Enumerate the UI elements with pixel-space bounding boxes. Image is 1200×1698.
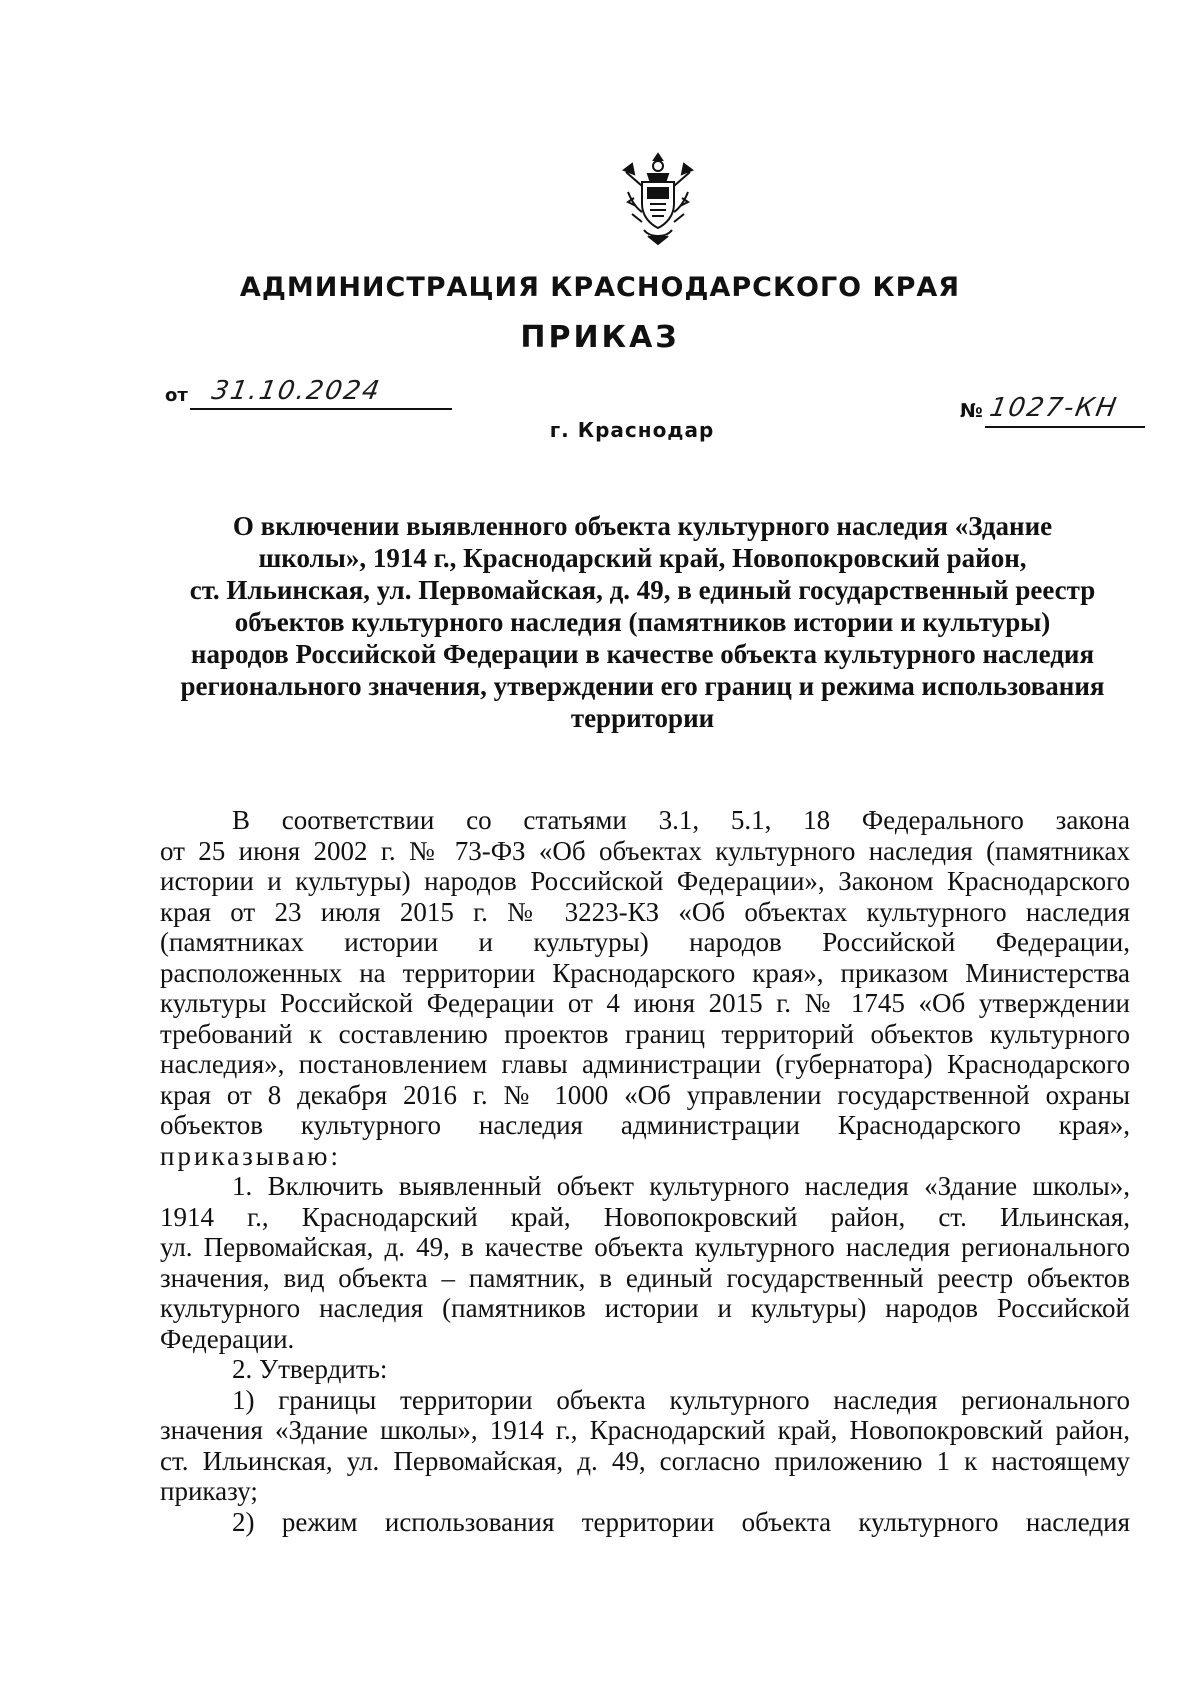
title-line: школы», 1914 г., Краснодарский край, Новопокровский район, [258,543,1027,573]
body-line: приказу; [160,1476,258,1506]
date-value: 31.10.2024 [209,376,384,406]
city: г. Краснодар [549,418,715,442]
title-line: ст. Ильинская, ул. Первомайская, д. 49, в единый государственный реестр [189,575,1096,605]
title-line: народов Российской Федерации в качестве объекта культурного наследия [190,639,1095,669]
body-line: края от 8 декабря 2016 г. № 1000 «Об управлении государственной охраны [160,1079,1130,1110]
body-line: края от 23 июля 2015 г. № 3223-КЗ «Об объектах культурного наследия [160,896,1130,927]
date-underline [190,408,452,410]
body-line: от 25 июня 2002 г. № 73-ФЗ «Об объектах культурного наследия (памятниках [160,835,1130,866]
body-line: 1) границы территории объекта культурного наследия регионального [232,1384,1130,1415]
body-line: 2. Утвердить: [232,1354,388,1384]
body-line: культурного наследия (памятников истории и культуры) народов Российской [160,1293,1130,1323]
body-line: ст. Ильинская, ул. Первомайская, д. 49, согласно приложению 1 к настоящему [160,1445,1130,1476]
body-line: 1. Включить выявленный объект культурного наследия «Здание школы», [232,1171,1130,1201]
krasnodar-coat-of-arms-icon [618,152,698,248]
body-line: значения, вид объекта – памятник, в единый государственный реестр объектов [160,1262,1130,1293]
body-line: ул. Первомайская, д. 49, в качестве объекта культурного наследия регионального [160,1232,1130,1262]
body-line: объектов культурного наследия администрации Краснодарского края», [160,1110,1130,1140]
body-line: приказываю: [160,1140,341,1171]
body-line: (памятниках истории и культуры) народов Российской Федерации, [160,927,1130,957]
date-label: от [165,385,188,406]
agency-name: АДМИНИСТРАЦИЯ КРАСНОДАРСКОГО КРАЯ [239,272,961,303]
title-line: объектов культурного наследия (памятников истории и культуры) [234,607,1051,637]
body-line: расположенных на территории Краснодарского края», приказом Министерства [160,957,1130,988]
body-line: культуры Российской Федерации от 4 июня 2015 г. № 1745 «Об утверждении [160,988,1130,1018]
title-line: регионального значения, утверждении его границ и режима использования [180,671,1105,701]
body-line: наследия», постановлением главы администрации (губернатора) Краснодарского [160,1049,1130,1079]
title-line: территории [570,703,715,733]
body-line: 2) режим использования территории объекта культурного наследия [232,1506,1130,1537]
body-line: значения «Здание школы», 1914 г., Краснодарский край, Новопокровский район, [160,1415,1130,1445]
body-line: В соответствии со статьями 3.1, 5.1, 18 Федерального закона [232,805,1130,835]
document-title [160,510,1125,734]
document-type: ПРИКАЗ [520,320,680,355]
title-line: О включении выявленного объекта культурного наследия «Здание [232,511,1053,541]
number-label: № [960,400,983,422]
body-line: 1914 г., Краснодарский край, Новопокровский район, ст. Ильинская, [160,1201,1130,1232]
body-line: истории и культуры) народов Российской Федерации», Законом Краснодарского [160,866,1130,896]
body-line: Федерации. [160,1323,295,1354]
document-body [160,805,1130,1537]
number-value: 1027-КН [987,393,1121,423]
body-line: требований к составлению проектов границ территорий объектов культурного [160,1018,1130,1049]
